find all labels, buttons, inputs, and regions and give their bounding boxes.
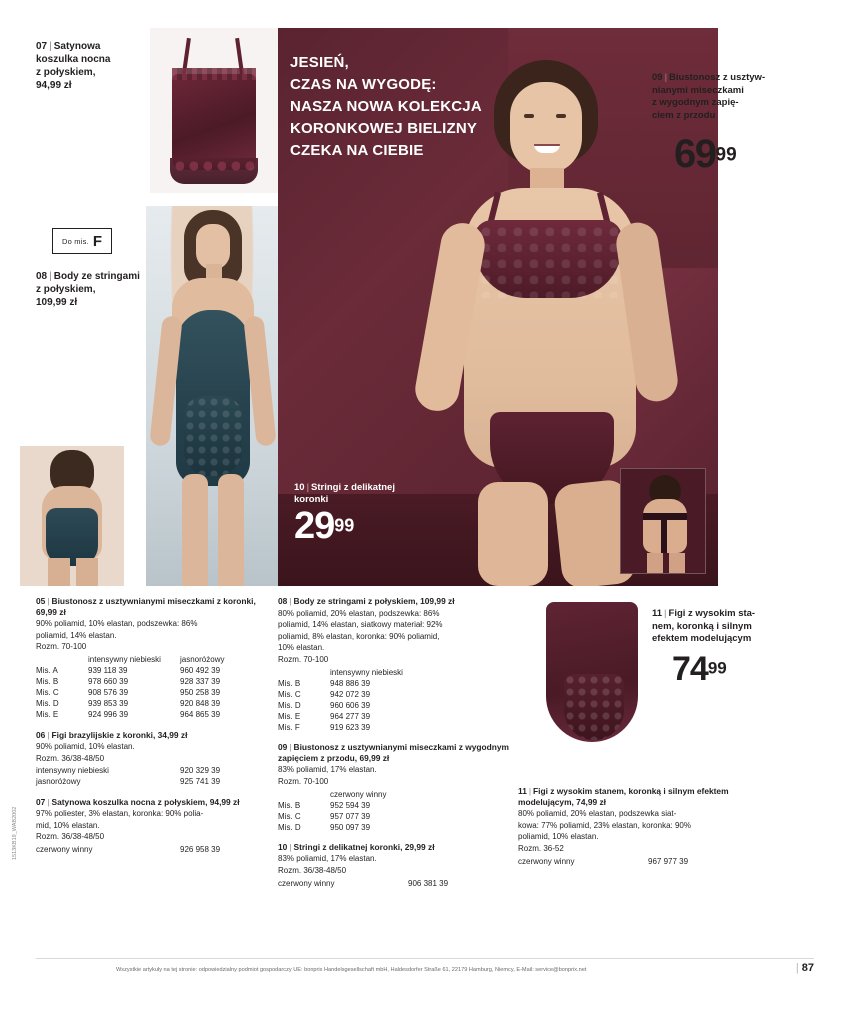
callout-09-line2: nianymi miseczkami	[652, 84, 744, 96]
footer-disclaimer: Wszystkie artykuły na tej stronie: odpowiedzialny podmiot gospodarczy UE: bonprix Handelsgesellschaft mbH, Haldesdorfer Straße 61, 22179 Hamburg, Niemcy, E-Mail: service@bonprix.net	[116, 967, 587, 973]
td-08-1-1: 942 072 39	[330, 689, 371, 699]
table-row	[278, 879, 488, 890]
product-details-06	[36, 730, 276, 789]
td-08-2-0: Mis. D	[278, 700, 301, 710]
callout-price-09	[674, 132, 737, 177]
table-header-row	[278, 790, 422, 801]
details-07-bar: |	[47, 796, 50, 807]
price-09-main: 69	[674, 132, 716, 176]
product-details-11	[518, 786, 768, 868]
details-08-desc-4: 10% elastan.	[278, 643, 325, 653]
td-05-0-0: Mis. A	[36, 666, 58, 676]
details-11-number: 11	[518, 786, 527, 796]
details-08-desc-5: Rozm. 70-100	[278, 654, 329, 664]
table-row	[36, 766, 260, 777]
table-row	[278, 712, 422, 723]
details-07-title: Satynowa koszulka nocna z połyskiem, 94,99 zł	[51, 796, 240, 807]
hero-headline-line-2: CZAS NA WYGODĘ:	[290, 76, 437, 93]
callout-07-number: 07	[36, 41, 48, 52]
td-06-1-0: jasnoróżowy	[36, 777, 81, 787]
details-05-title: Biustonosz z usztywnianymi miseczkami z koronki, 69,99 zł	[36, 596, 256, 617]
details-10-bar: |	[289, 841, 292, 852]
table-row	[278, 679, 422, 690]
footer-divider	[36, 958, 814, 959]
td-08-4-0: Mis. F	[278, 723, 300, 733]
details-05-table	[36, 655, 260, 722]
td-06-1-2: 925 741 39	[180, 777, 221, 787]
td-07-0-0: czerwony winny	[36, 844, 93, 854]
callout-07-bar: |	[49, 41, 52, 52]
callout-11-line1: Figi z wysokim sta-	[668, 608, 756, 619]
td-10-0-0: czerwony winny	[278, 878, 335, 888]
td-05-3-2: 920 848 39	[180, 699, 221, 709]
table-header-row	[36, 655, 260, 666]
details-06-number: 06	[36, 729, 46, 740]
table-row	[36, 777, 260, 788]
details-10-title: Stringi z delikatnej koronki, 29,99 zł	[293, 841, 435, 852]
details-11-desc-4: Rozm. 36-52	[518, 843, 564, 853]
satin-camisole-illustration	[158, 38, 270, 186]
details-08-table	[278, 668, 422, 735]
product-details-10	[278, 842, 528, 890]
td-09-0-1: 952 594 39	[330, 800, 371, 810]
details-07-desc-3: Rozm. 36/38-48/50	[36, 832, 105, 842]
cup-size-badge	[52, 228, 112, 254]
callout-price-11	[672, 650, 727, 689]
page-number	[796, 962, 814, 974]
callout-10-bar: |	[306, 482, 310, 493]
details-07-desc-1: 97% poliester, 3% elastan, koronka: 90% polia-	[36, 809, 204, 819]
details-07-table	[36, 845, 260, 856]
details-11-desc-3: poliamid, 10% elastan.	[518, 832, 599, 842]
product-details-column-middle	[278, 596, 528, 890]
th-08-1: intensywny niebieski	[330, 667, 403, 677]
callout-07-line1: Satynowa	[53, 41, 101, 52]
details-05-desc-3: Rozm. 70-100	[36, 642, 87, 652]
td-05-1-2: 928 337 39	[180, 677, 221, 687]
price-11-main: 74	[672, 650, 708, 688]
th-05-1: intensywny niebieski	[88, 654, 161, 664]
table-row	[278, 812, 422, 823]
table-header-row	[278, 668, 422, 679]
th-09-1: czerwony winny	[330, 789, 387, 799]
table-row	[36, 710, 260, 721]
callout-09-line1: Biustonosz z usztyw-	[669, 72, 766, 83]
callout-price-10	[294, 482, 395, 546]
details-11-bar: |	[528, 786, 532, 796]
td-08-2-1: 960 606 39	[330, 700, 371, 710]
hero-headline-line-4: KORONKOWEJ BIELIZNY	[290, 120, 478, 137]
callout-08-line3: 109,99 zł	[36, 297, 78, 308]
product-details-05	[36, 596, 276, 722]
td-06-0-0: intensywny niebieski	[36, 766, 109, 776]
product-image-08	[146, 206, 278, 586]
cup-size-badge-text: Do mis.	[62, 236, 89, 246]
price-10-cents: 99	[334, 515, 355, 536]
callout-11-number: 11	[652, 608, 663, 619]
td-05-2-1: 908 576 39	[88, 688, 129, 698]
product-details-column-right	[518, 786, 768, 868]
hero-headline-line-5: CZEKA NA CIEBIE	[290, 142, 424, 159]
product-details-column-left	[36, 596, 276, 856]
details-05-bar: |	[47, 596, 50, 606]
callout-09-number: 09	[652, 72, 663, 83]
details-09-bar: |	[289, 742, 292, 753]
td-09-1-1: 957 077 39	[330, 811, 371, 821]
td-11-0-1: 967 977 39	[648, 856, 689, 866]
details-11-desc-1: 80% poliamid, 20% elastan, podszewka siat-	[518, 809, 677, 819]
details-06-desc-1: 90% poliamid, 10% elastan.	[36, 742, 135, 752]
callout-07-line4: 94,99 zł	[36, 80, 72, 91]
details-08-number: 08	[278, 596, 288, 606]
table-row	[36, 666, 260, 677]
brief-lace-detail	[564, 674, 624, 740]
callout-07-line2: koszulka nocna	[36, 54, 111, 65]
details-09-desc-1: 83% poliamid, 17% elastan.	[278, 765, 377, 775]
product-image-07	[150, 28, 278, 193]
callout-07-line3: z połyskiem,	[36, 67, 96, 78]
hero-headline-line-1: JESIEŃ,	[290, 54, 349, 71]
td-09-2-0: Mis. D	[278, 822, 301, 832]
callout-label-08	[36, 270, 146, 309]
details-05-desc-2: poliamid, 14% elastan.	[36, 630, 117, 640]
price-11-cents: 99	[707, 658, 727, 678]
callout-10-number: 10	[294, 482, 305, 493]
details-08-desc-3: poliamid, 8% elastan, koronka: 90% poliamid,	[278, 631, 440, 641]
callout-10-line1: Stringi z delikatnej	[311, 482, 395, 493]
details-11-title: Figi z wysokim stanem, koronką i silnym efektem modelującym, 74,99 zł	[518, 786, 729, 807]
th-08-0	[278, 668, 330, 679]
details-05-number: 05	[36, 596, 46, 606]
details-09-desc-2: Rozm. 70-100	[278, 776, 329, 786]
td-05-4-0: Mis. E	[36, 710, 59, 720]
table-row	[278, 723, 422, 734]
td-05-2-2: 950 258 39	[180, 688, 221, 698]
td-05-2-0: Mis. C	[36, 688, 59, 698]
td-05-0-2: 960 492 39	[180, 666, 221, 676]
details-07-number: 07	[36, 796, 46, 807]
callout-11-line2: nem, koronką i silnym	[652, 620, 752, 632]
td-05-3-0: Mis. D	[36, 699, 59, 709]
page-number-bar: |	[795, 962, 799, 974]
td-05-4-2: 964 865 39	[180, 710, 221, 720]
td-05-1-0: Mis. B	[36, 677, 59, 687]
td-08-3-1: 964 277 39	[330, 711, 371, 721]
details-08-title: Body ze stringami z połyskiem, 109,99 zł	[293, 596, 455, 606]
td-11-0-0: czerwony winny	[518, 856, 575, 866]
details-06-desc-2: Rozm. 36/38-48/50	[36, 753, 105, 763]
details-08-desc-1: 80% poliamid, 20% elastan, podszewka: 86%	[278, 608, 440, 618]
hero-headline	[290, 52, 536, 162]
product-details-09	[278, 742, 528, 834]
product-details-08	[278, 596, 528, 734]
callout-08-bar: |	[49, 271, 52, 282]
price-10-main: 29	[294, 505, 335, 547]
td-07-0-2: 926 958 39	[180, 844, 221, 854]
table-row	[278, 690, 422, 701]
table-row	[278, 823, 422, 834]
table-row	[278, 801, 422, 812]
details-08-desc-2: poliamid, 14% elastan, siatkowy materiał: 92%	[278, 620, 443, 630]
td-08-1-0: Mis. C	[278, 689, 301, 699]
td-05-0-1: 939 118 39	[88, 666, 128, 676]
td-09-1-0: Mis. C	[278, 811, 301, 821]
model-bodysuit-front	[146, 206, 278, 586]
product-image-11	[536, 596, 648, 752]
page-number-value: 87	[801, 962, 814, 974]
product-details-07	[36, 797, 276, 856]
th-05-0	[36, 655, 88, 666]
th-09-0	[278, 790, 330, 801]
details-10-desc-2: Rozm. 36/38-48/50	[278, 866, 347, 876]
details-08-bar: |	[289, 596, 292, 606]
details-10-desc-1: 83% poliamid, 17% elastan.	[278, 854, 377, 864]
table-row	[36, 688, 260, 699]
th-05-2: jasnoróżowy	[180, 654, 225, 664]
details-10-number: 10	[278, 841, 288, 852]
callout-11-bar: |	[664, 608, 667, 619]
inset-image-back-view	[620, 468, 706, 574]
td-08-0-0: Mis. B	[278, 678, 301, 688]
product-image-08-back	[20, 446, 124, 586]
details-11-table	[518, 857, 728, 868]
callout-label-09	[652, 72, 782, 122]
td-08-4-1: 919 623 39	[330, 723, 371, 733]
table-row	[36, 699, 260, 710]
td-09-2-1: 950 097 39	[330, 822, 371, 832]
details-10-table	[278, 879, 488, 890]
callout-09-line3: z wygodnym zapię-	[652, 97, 739, 108]
callout-08-line1: Body ze stringami	[53, 271, 140, 282]
details-09-title: Biustonosz z usztywnianymi miseczkami z wygodnym zapięciem z przodu, 69,99 zł	[278, 742, 509, 763]
td-10-0-1: 906 381 39	[408, 878, 449, 888]
callout-label-07	[36, 40, 146, 92]
details-06-bar: |	[47, 729, 50, 740]
td-05-4-1: 924 996 39	[88, 710, 129, 720]
details-09-number: 09	[278, 742, 288, 753]
table-row	[36, 845, 260, 856]
callout-label-11	[652, 608, 788, 646]
table-row	[278, 701, 422, 712]
details-06-table	[36, 766, 260, 788]
td-05-1-1: 978 660 39	[88, 677, 129, 687]
table-row	[518, 857, 728, 868]
cup-size-badge-value: F	[92, 232, 102, 250]
td-08-0-1: 948 886 39	[330, 678, 371, 688]
td-08-3-0: Mis. E	[278, 711, 301, 721]
price-09-cents: 99	[715, 144, 737, 166]
callout-08-line2: z połyskiem,	[36, 284, 96, 295]
details-09-table	[278, 790, 422, 834]
details-11-desc-2: kowa: 77% poliamid, 23% elastan, koronka: 90%	[518, 820, 691, 830]
td-09-0-0: Mis. B	[278, 800, 301, 810]
callout-09-line4: ciem z przodu	[652, 109, 716, 121]
details-06-title: Figi brazylijskie z koronki, 34,99 zł	[51, 729, 188, 740]
table-row	[36, 677, 260, 688]
details-07-desc-2: mid, 10% elastan.	[36, 820, 100, 830]
hero-headline-line-3: NASZA NOWA KOLEKCJA	[290, 98, 482, 115]
callout-11-line3: efektem modelującym	[652, 633, 752, 644]
callout-10-line2: koronki	[294, 494, 329, 505]
callout-09-bar: |	[664, 72, 668, 83]
td-06-0-2: 920 329 39	[180, 766, 221, 776]
td-05-3-1: 939 853 39	[88, 699, 129, 709]
details-05-desc-1: 90% poliamid, 10% elastan, podszewka: 86%	[36, 619, 198, 629]
side-print-code: 1513KB19_WAB2002	[12, 806, 18, 860]
callout-08-number: 08	[36, 271, 48, 282]
